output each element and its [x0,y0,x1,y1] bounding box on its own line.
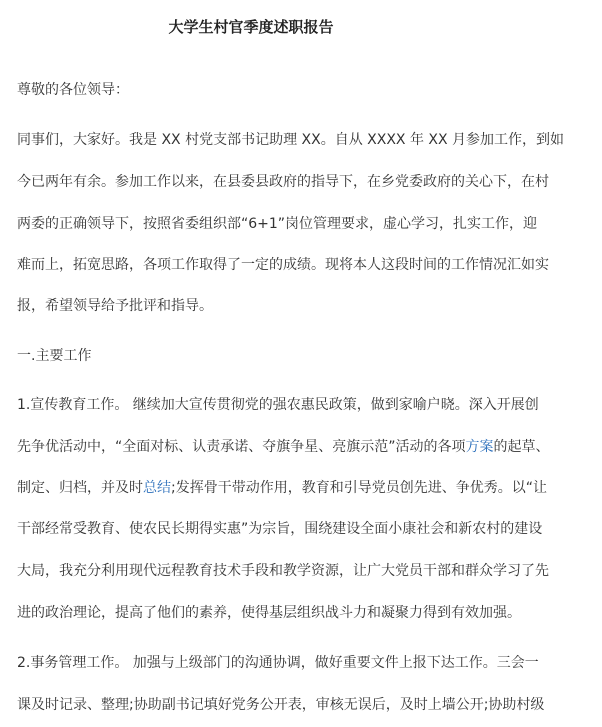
item1-line-1: 1.宣传教育工作。 继续加大宣传贯彻党的强农惠民政策，做到家喻户晓。深入开展创 [17,397,539,413]
intro-line-2: 今已两年有余。参加工作以来，在县委县政府的指导下，在乡党委政府的关心下，在村 [17,174,549,190]
link-fangan[interactable]: 方案 [465,439,494,455]
item1-line-4: 干部经常受教育、使农民长期得实惠”为宗旨，围绕建设全面小康社会和新农村的建设 [17,521,543,537]
intro-line-4: 难而上，拓宽思路，各项工作取得了一定的成绩。现将本人这段时间的工作情况汇如实 [17,257,549,273]
section-heading: 一.主要工作 [17,348,92,364]
intro-line-1: 同事们，大家好。我是 XX 村党支部书记助理 XX。自从 XXXX 年 XX 月参加工作，到如 [17,132,565,148]
greeting: 尊敬的各位领导： [17,82,129,98]
intro-line-3: 两委的正确领导下，按照省委组织部“6+1”岗位管理要求，虚心学习，扎实工作，迎 [17,216,538,232]
item1-line-6: 进的政治理论，提高了他们的素养，使得基层组织战斗力和凝聚力得到有效加强。 [17,605,521,621]
item1-line-3-text-a: 制定、归档，并及时 [17,480,143,496]
item2-line-1: 2.事务管理工作。 加强与上级部门的沟通协调，做好重要文件上报下达工作。三会一 [17,655,539,671]
intro-line-5: 报，希望领导给予批评和指导。 [17,298,213,314]
item1-line-5: 大局，我充分利用现代远程教育技术手段和教学资源，让广大党员干部和群众学习了先 [17,563,549,579]
item1-line-2 [17,437,587,457]
item1-line-3 [17,478,587,498]
item1-line-3-text-b: ;发挥骨干带动作用，教育和引导党员创先进、争优秀。以“让 [171,480,547,496]
item1-line-2-text-b: 的起草、 [493,439,550,455]
link-zongjie[interactable]: 总结 [143,480,171,496]
item1-line-2-text-a: 先争优活动中，“全面对标、认责承诺、夺旗争星、亮旗示范”活动的各项 [17,439,466,455]
document-title: 大学生村官季度述职报告 [168,18,334,36]
item2-line-2: 课及时记录、整理;协助副书记填好党务公开表，审核无误后，及时上墙公开;协助村级 [17,697,545,713]
